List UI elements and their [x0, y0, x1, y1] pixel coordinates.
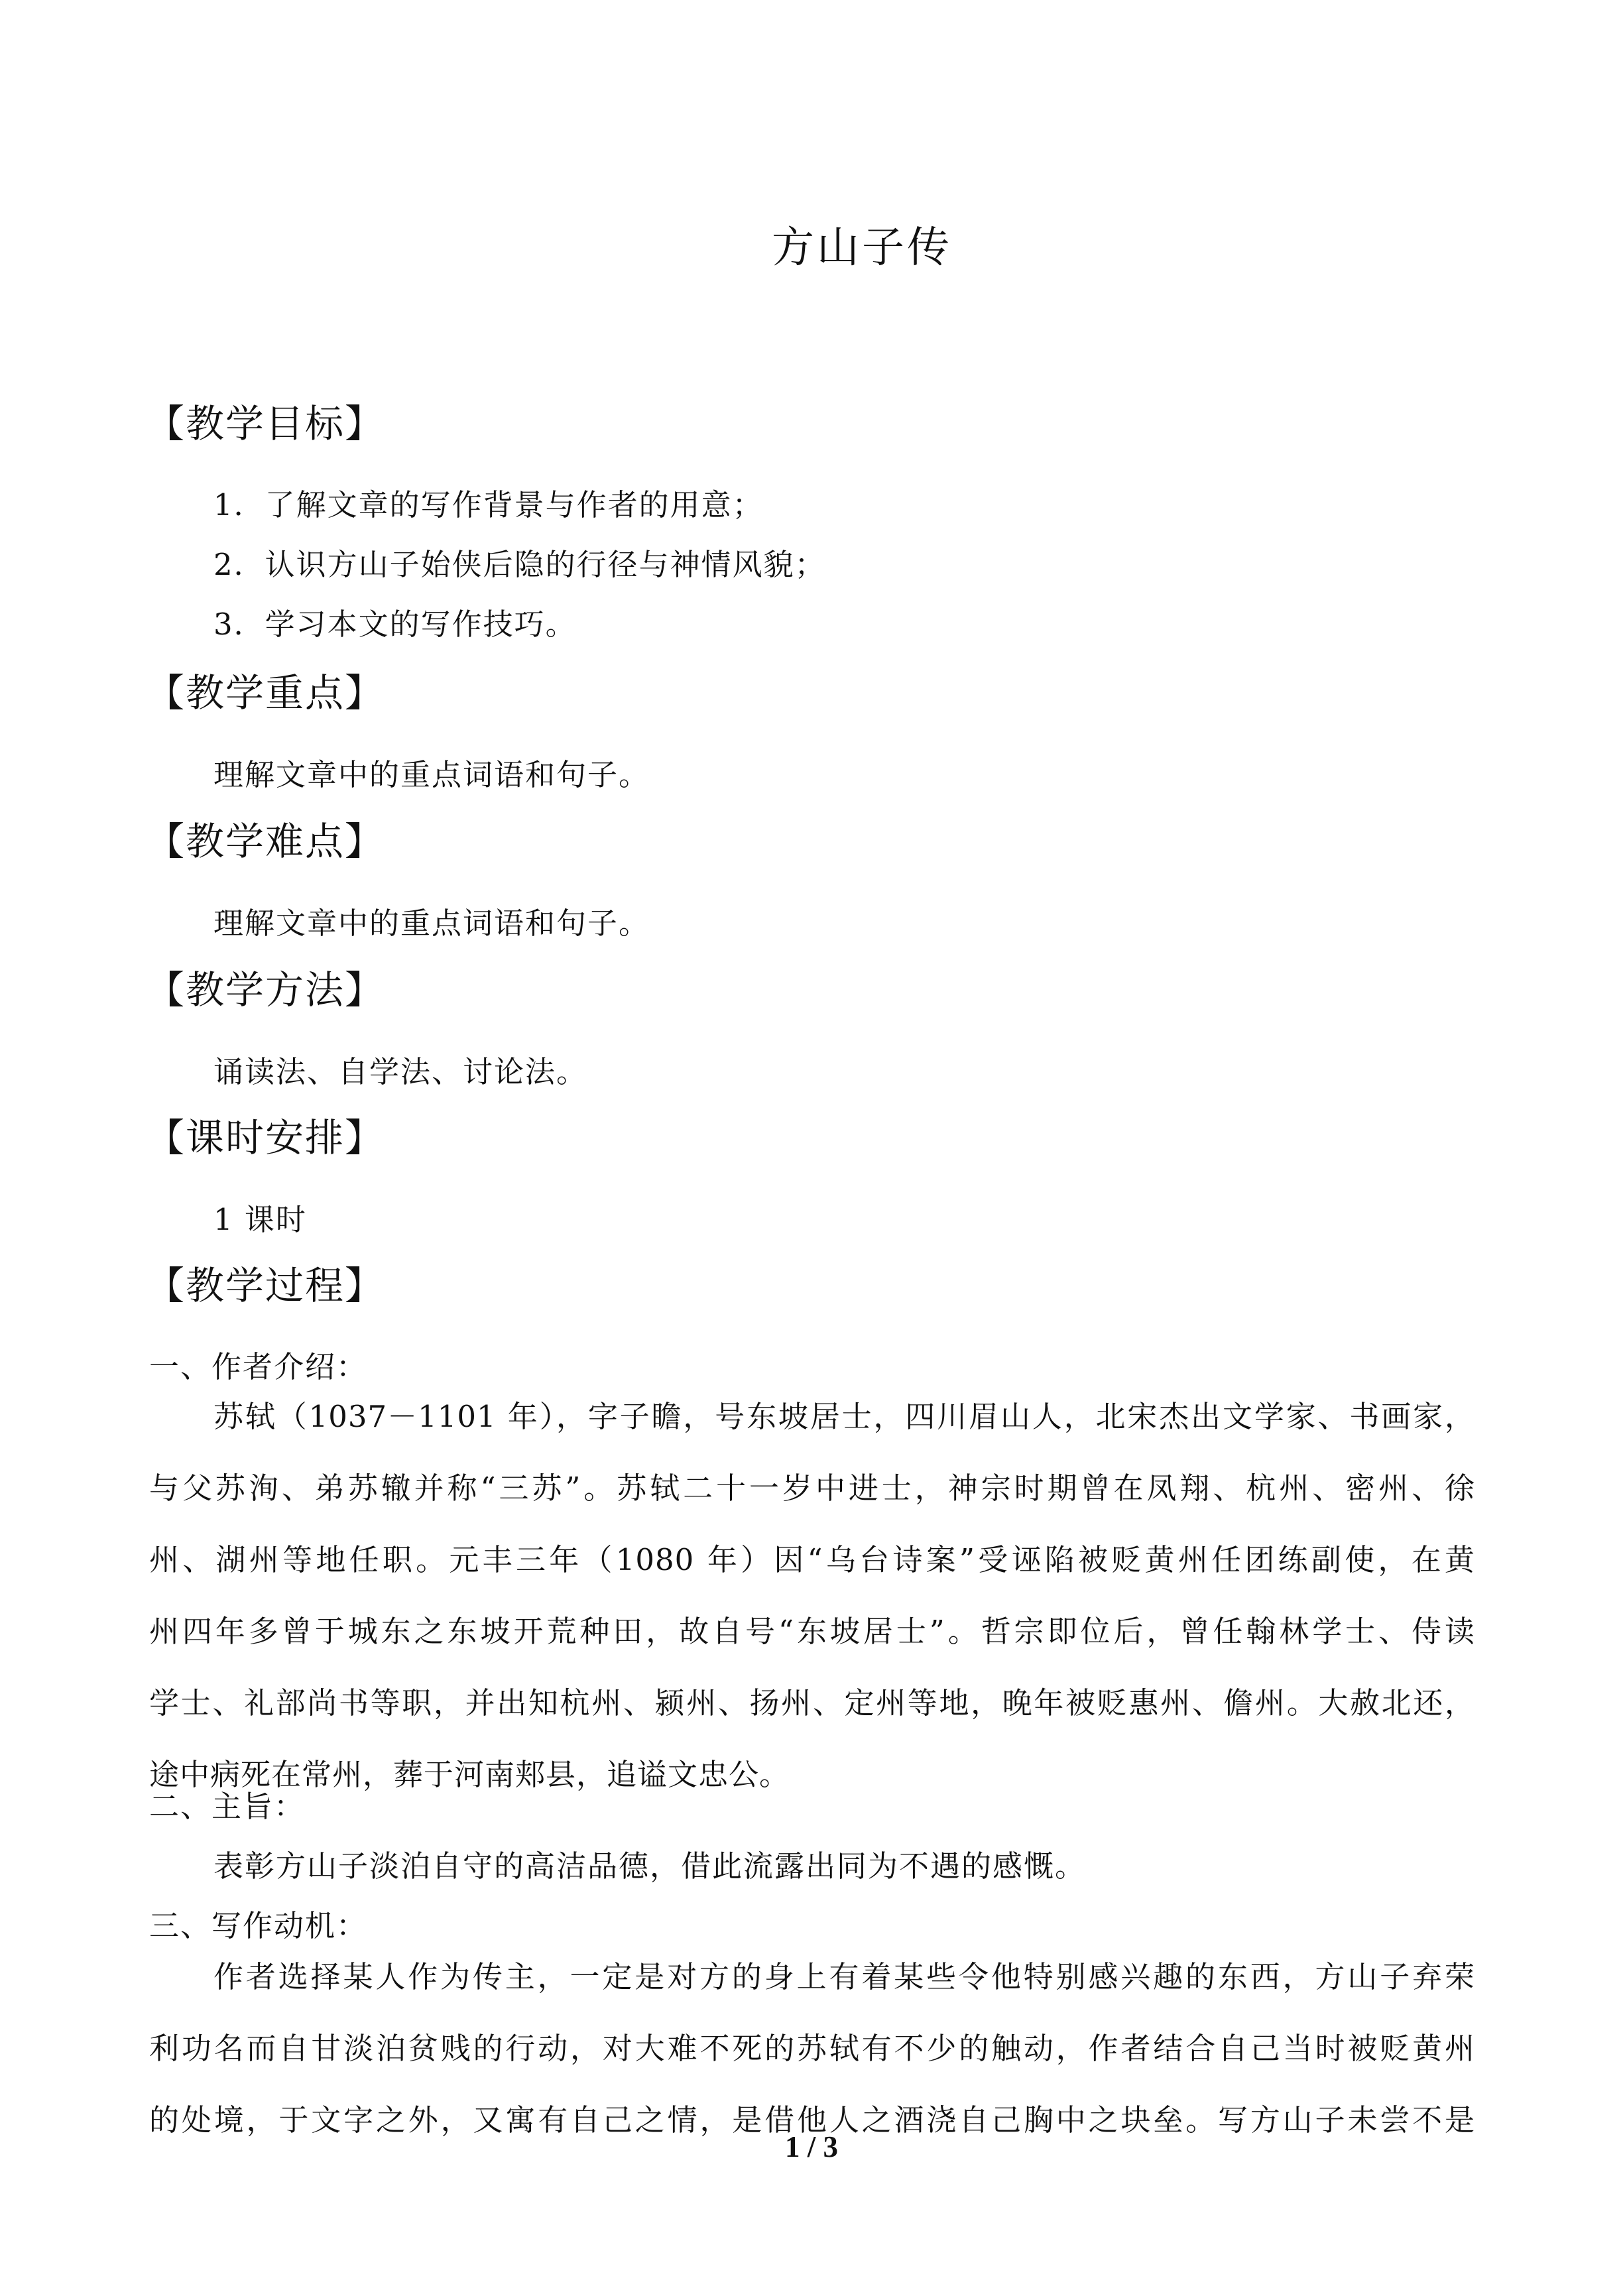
author-intro-label: 一、作者介绍：	[149, 1349, 368, 1384]
motive-paragraph	[149, 1941, 1475, 2156]
objective-item: 3．学习本文的写作技巧。	[213, 607, 577, 642]
theme-label: 二、主旨：	[149, 1789, 306, 1824]
paragraph-line: 州、湖州等地任职。元丰三年（1080 年）因“乌台诗案”受诬陷被贬黄州任团练副使，在黄	[149, 1542, 1475, 1577]
paragraph-line: 作者选择某人作为传主，一定是对方的身上有着某些令他特别感兴趣的东西，方山子弃荣	[213, 1959, 1475, 1994]
document-title: 方山子传	[772, 223, 952, 272]
paragraph-line: 与父苏洵、弟苏辙并称“三苏”。苏轼二十一岁中进士，神宗时期曾在凤翔、杭州、密州、徐	[149, 1471, 1475, 1506]
paragraph-line: 州四年多曾于城东之东坡开荒种田，故自号“东坡居士”。哲宗即位后，曾任翰林学士、侍读	[149, 1614, 1475, 1649]
difficulties-heading: 【教学难点】	[146, 819, 385, 864]
paragraph-line: 苏轼（1037－1101 年），字子瞻，号东坡居士，四川眉山人，北宋杰出文学家、书画家，	[213, 1399, 1475, 1434]
motive-label: 三、写作动机：	[149, 1908, 368, 1943]
paragraph-line: 的处境，于文字之外，又寓有自己之情，是借他人之酒浇自己胸中之块垒。写方山子未尝不是	[149, 2102, 1475, 2138]
schedule-heading: 【课时安排】	[146, 1115, 385, 1160]
process-heading: 【教学过程】	[146, 1263, 385, 1308]
page-number: 1 / 3	[784, 2130, 838, 2163]
author-intro-paragraph	[149, 1381, 1475, 1811]
schedule-text: 1 课时	[213, 1202, 307, 1237]
theme-text: 表彰方山子淡泊自守的高洁品德，借此流露出同为不遇的感慨。	[213, 1848, 1087, 1884]
paragraph-line: 学士、礼部尚书等职，并出知杭州、颍州、扬州、定州等地，晚年被贬惠州、儋州。大赦北还，	[149, 1685, 1475, 1721]
paragraph-line: 利功名而自甘淡泊贫贱的行动，对大难不死的苏轼有不少的触动，作者结合自己当时被贬黄州	[149, 2031, 1475, 2066]
key-points-text: 理解文章中的重点词语和句子。	[213, 757, 650, 792]
objective-item: 1．了解文章的写作背景与作者的用意；	[213, 487, 764, 522]
methods-text: 诵读法、自学法、讨论法。	[213, 1054, 588, 1089]
objective-item: 2．认识方山子始侠后隐的行径与神情风貌；	[213, 547, 826, 582]
difficulties-text: 理解文章中的重点词语和句子。	[213, 906, 650, 941]
paragraph-line: 途中病死在常州，葬于河南郏县，追谥文忠公。	[149, 1757, 790, 1792]
methods-heading: 【教学方法】	[146, 967, 385, 1012]
objectives-heading: 【教学目标】	[146, 401, 385, 446]
key-points-heading: 【教学重点】	[146, 670, 385, 715]
